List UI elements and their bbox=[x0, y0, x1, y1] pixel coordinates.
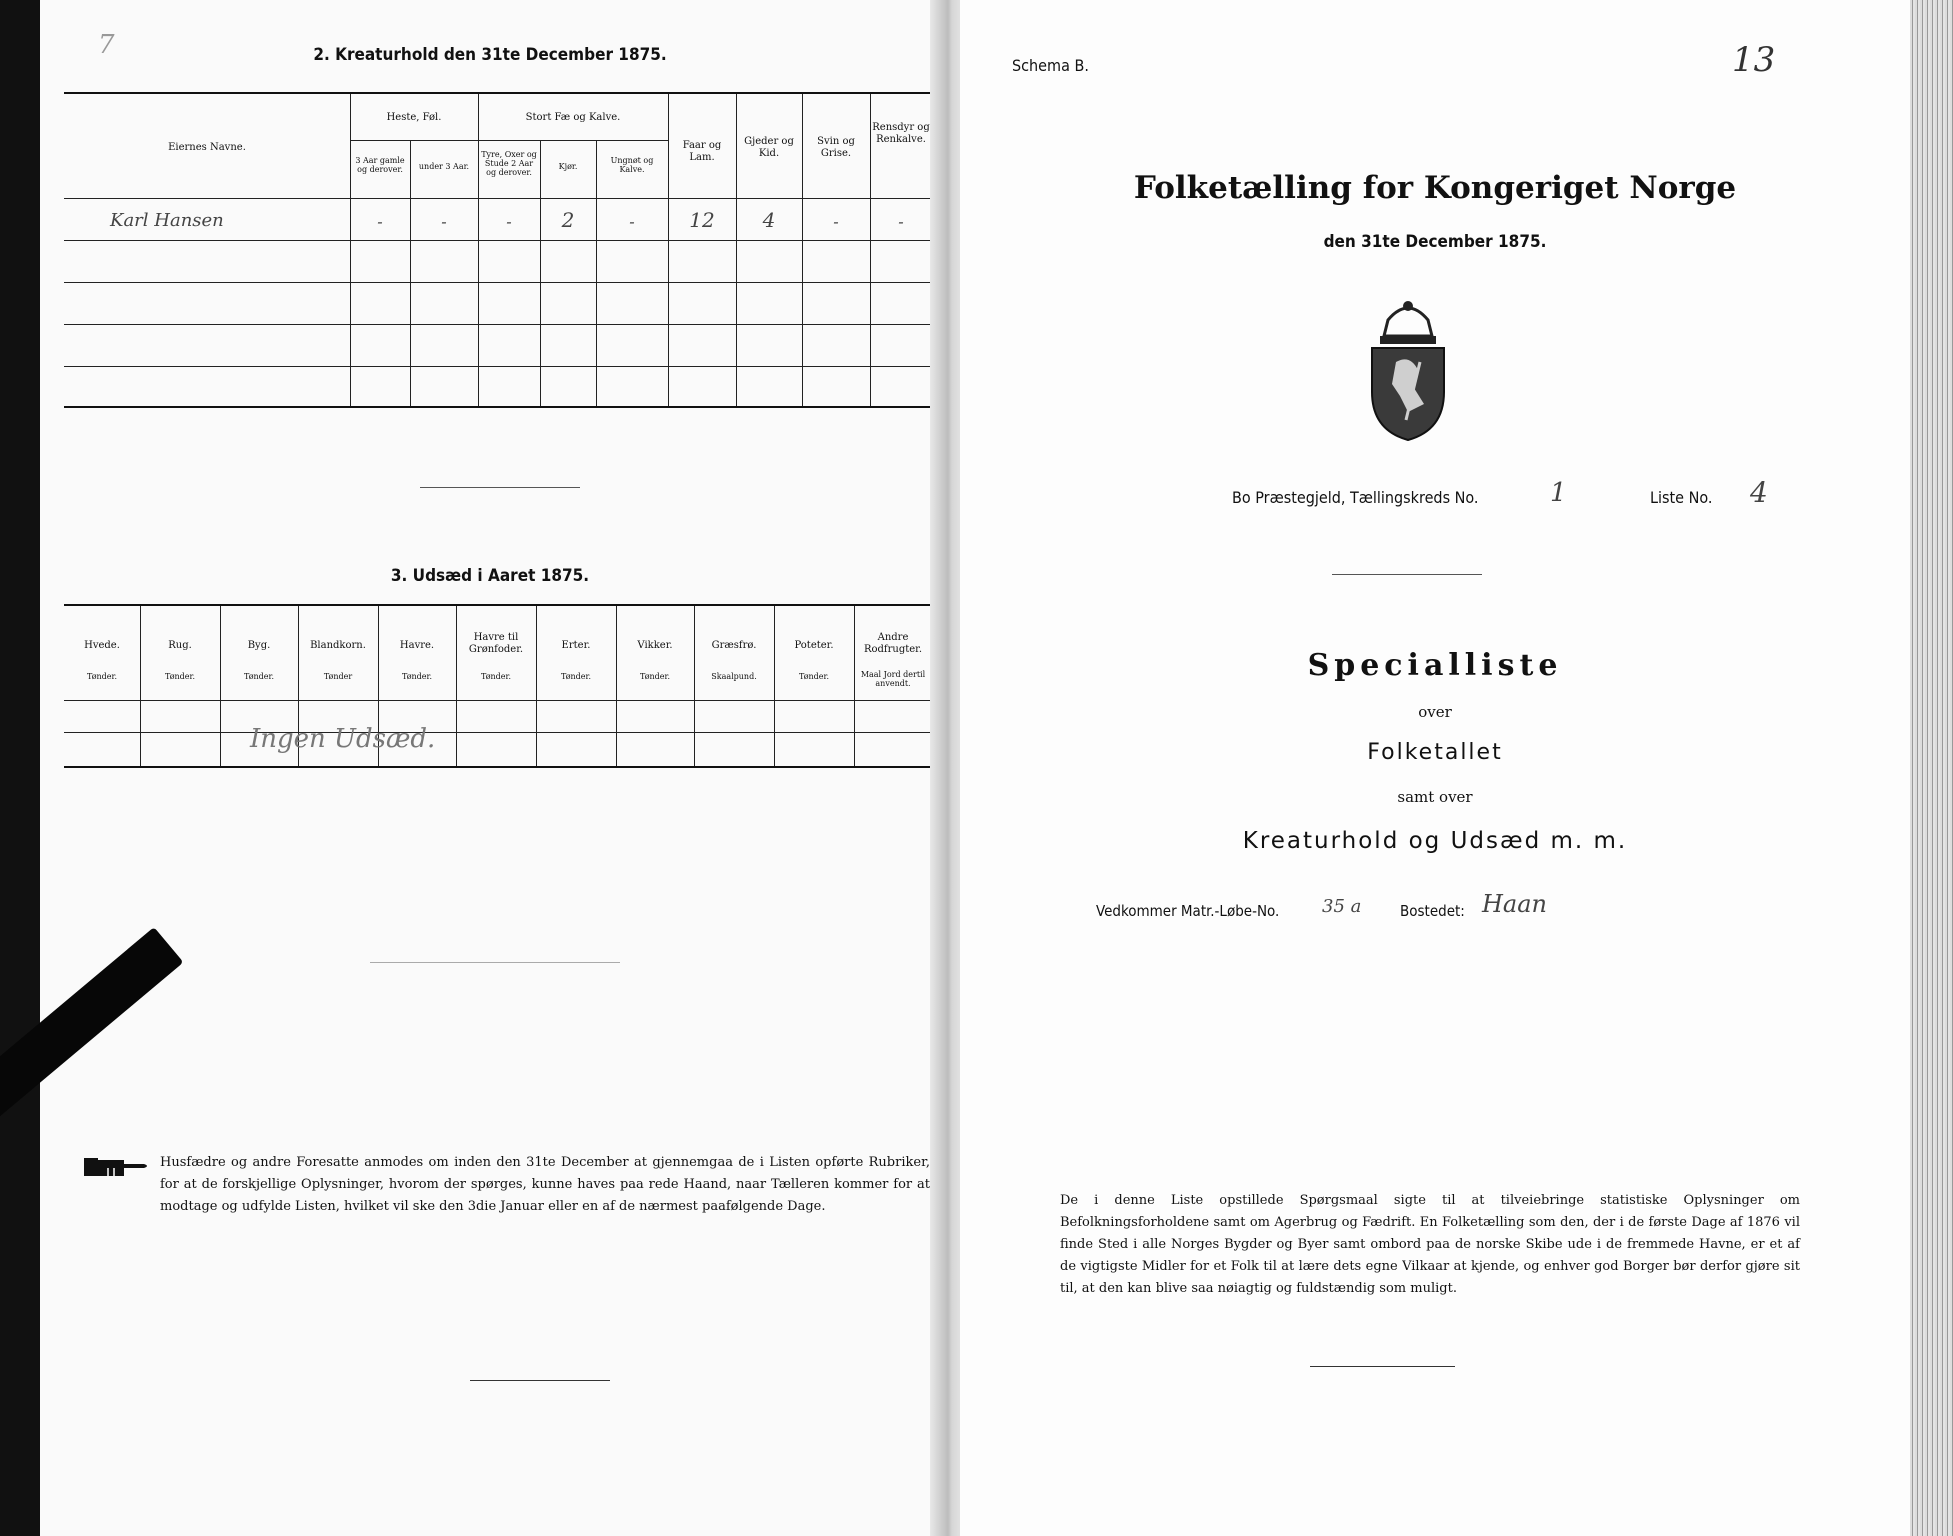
section2-col-divider bbox=[668, 94, 669, 406]
section2-col-divider bbox=[870, 94, 871, 406]
section3-row-line bbox=[64, 732, 930, 733]
section2-row-line-3 bbox=[64, 324, 930, 325]
section3-col-divider bbox=[220, 606, 221, 766]
section3-top-rule bbox=[64, 604, 930, 606]
faint-line bbox=[370, 962, 620, 963]
section2-col-divider bbox=[802, 94, 803, 406]
section2-row-line-4 bbox=[64, 366, 930, 367]
samt-over-label: samt over bbox=[1397, 788, 1473, 806]
census-date: den 31te December 1875. bbox=[1323, 232, 1547, 252]
crop-header: Hvede. bbox=[84, 640, 120, 651]
crop-header: Vikker. bbox=[637, 640, 673, 651]
stortfae-sub-3: Ungnøt og Kalve. bbox=[610, 156, 654, 174]
section2-col-divider bbox=[410, 140, 411, 406]
section2-col-divider bbox=[736, 94, 737, 406]
heste-header: Heste, Føl. bbox=[386, 112, 442, 123]
section3-col-divider bbox=[456, 606, 457, 766]
crop-unit: Tønder. bbox=[798, 672, 830, 681]
notice-text: Husfædre og andre Foresatte anmodes om inden den 31te December at gjennemgaa de i Listen opførte Rubriker, for at de forskjellige Oplysninger, hvorom der spørges, kunne haves paa rede Haand, naar Tælleren kommer for at modtage og udfylde Listen, hvilket vil ske den 3die Januar eller en af de nærmest paafølgende Dage. bbox=[160, 1155, 930, 1214]
value-cell: - bbox=[377, 212, 383, 231]
corner-mark: 7 bbox=[98, 30, 115, 60]
over-label: over bbox=[1418, 703, 1452, 721]
value-cell: - bbox=[629, 212, 635, 231]
value-cell: - bbox=[441, 212, 447, 231]
pointing-hand-icon bbox=[84, 1154, 154, 1180]
crop-header: Andre Rodfrugter. bbox=[863, 632, 923, 655]
crop-unit: Tønder. bbox=[560, 672, 592, 681]
stortfae-sub-2: Kjør. bbox=[558, 162, 578, 171]
crop-header: Havre. bbox=[399, 640, 435, 651]
crop-header: Græsfrø. bbox=[711, 640, 757, 651]
section2-col-divider bbox=[540, 140, 541, 406]
crop-header: Erter. bbox=[561, 640, 591, 651]
section3-col-divider bbox=[774, 606, 775, 766]
end-line bbox=[1310, 1366, 1455, 1367]
section2-bottom-rule bbox=[64, 406, 930, 408]
matr-label: Vedkommer Matr.-Løbe-No. bbox=[1096, 902, 1280, 920]
section3-col-divider bbox=[694, 606, 695, 766]
district-label: Bo Præstegjeld, Tællingskreds No. bbox=[1232, 488, 1479, 507]
section3-col-divider bbox=[536, 606, 537, 766]
crop-header: Rug. bbox=[168, 640, 192, 651]
stortfae-sub-1: Tyre, Oxer og Stude 2 Aar og derover. bbox=[481, 150, 537, 177]
crop-unit: Tønder. bbox=[86, 672, 118, 681]
main-title: Folketælling for Kongeriget Norge bbox=[1133, 170, 1737, 206]
section3-col-divider bbox=[140, 606, 141, 766]
crop-unit: Maal Jord dertil anvendt. bbox=[860, 670, 926, 688]
crop-header: Blandkorn. bbox=[310, 640, 366, 651]
rensdyr-header: Rensdyr og Renkalve. bbox=[872, 122, 930, 145]
crop-header: Havre til Grønfoder. bbox=[468, 632, 524, 655]
crop-unit: Skaalpund. bbox=[711, 672, 757, 681]
separator-line bbox=[420, 487, 580, 488]
owner-name: Karl Hansen bbox=[110, 210, 224, 231]
crop-unit: Tønder. bbox=[480, 672, 512, 681]
crop-unit: Tønder. bbox=[243, 672, 275, 681]
value-cell: - bbox=[506, 212, 512, 231]
crop-unit: Tønder. bbox=[639, 672, 671, 681]
district-number: 1 bbox=[1550, 478, 1567, 508]
value-cell: 12 bbox=[689, 208, 715, 232]
section3-col-divider bbox=[616, 606, 617, 766]
value-cell: - bbox=[898, 212, 904, 231]
section3-bottom-rule bbox=[64, 766, 930, 768]
page-number: 13 bbox=[1732, 40, 1776, 80]
value-cell: 2 bbox=[561, 208, 575, 232]
schema-label: Schema B. bbox=[1012, 56, 1089, 75]
section2-row-line-1 bbox=[64, 240, 930, 241]
section2-group-underline bbox=[350, 140, 668, 141]
matr-value: 35 a bbox=[1322, 896, 1362, 917]
section3-col-divider bbox=[854, 606, 855, 766]
bosted-label: Bostedet: bbox=[1400, 902, 1465, 920]
end-line bbox=[470, 1380, 610, 1381]
section3-title: 3. Udsæd i Aaret 1875. bbox=[390, 566, 590, 586]
value-cell: - bbox=[833, 212, 839, 231]
specialliste-title: Specialliste bbox=[1307, 648, 1563, 683]
section2-col-divider bbox=[596, 140, 597, 406]
crop-header: Poteter. bbox=[794, 640, 834, 651]
bosted-value: Haan bbox=[1482, 890, 1548, 918]
folketallet-label: Folketallet bbox=[1367, 740, 1503, 765]
section2-top-rule bbox=[64, 92, 930, 94]
gjeder-header: Gjeder og Kid. bbox=[744, 136, 794, 159]
faar-header: Faar og Lam. bbox=[682, 140, 722, 163]
section2-title: 2. Kreaturhold den 31te December 1875. bbox=[313, 45, 667, 65]
stortfae-header: Stort Fæ og Kalve. bbox=[525, 112, 621, 123]
svin-header: Svin og Grise. bbox=[817, 136, 855, 159]
crop-unit: Tønder bbox=[323, 672, 353, 681]
kreaturhold-label: Kreaturhold og Udsæd m. m. bbox=[1242, 828, 1628, 854]
heste-sub-2: under 3 Aar. bbox=[418, 162, 470, 171]
list-number: 4 bbox=[1750, 476, 1768, 509]
left-page bbox=[40, 0, 940, 1536]
owner-header: Eiernes Navne. bbox=[168, 142, 246, 153]
list-label: Liste No. bbox=[1650, 488, 1713, 507]
heste-sub-1: 3 Aar gamle og derover. bbox=[355, 156, 405, 174]
separator-line bbox=[1332, 574, 1482, 575]
crop-unit: Tønder. bbox=[164, 672, 196, 681]
right-page bbox=[960, 0, 1910, 1536]
value-cell: 4 bbox=[762, 208, 776, 232]
section2-header-bottom bbox=[64, 198, 930, 199]
intro-paragraph: De i denne Liste opstillede Spørgsmaal sigte til at tilveiebringe statistiske Oplysninger om Befolkningsforholdene samt om Agerbrug og Fædrift. En Folketælling som den, der i de første Dage af 1876 vil finde Sted i alle Norges Bygder og Byer samt ombord paa de norske Skibe ude i de fremmede Havne, er et af de vigtigste Midler for et Folk til at lære dets egne Vilkaar at kjende, og enhver god Borger bør derfor gjøre sit til, at den kan blive saa nøiagtig og fuldstændig som muligt. bbox=[1060, 1193, 1800, 1296]
coat-of-arms-icon bbox=[1348, 292, 1468, 442]
udsaed-entry: Ingen Udsæd. bbox=[250, 724, 436, 754]
section3-header-bottom bbox=[64, 700, 930, 701]
crop-header: Byg. bbox=[247, 640, 271, 651]
section2-row-line-2 bbox=[64, 282, 930, 283]
crop-unit: Tønder. bbox=[401, 672, 433, 681]
